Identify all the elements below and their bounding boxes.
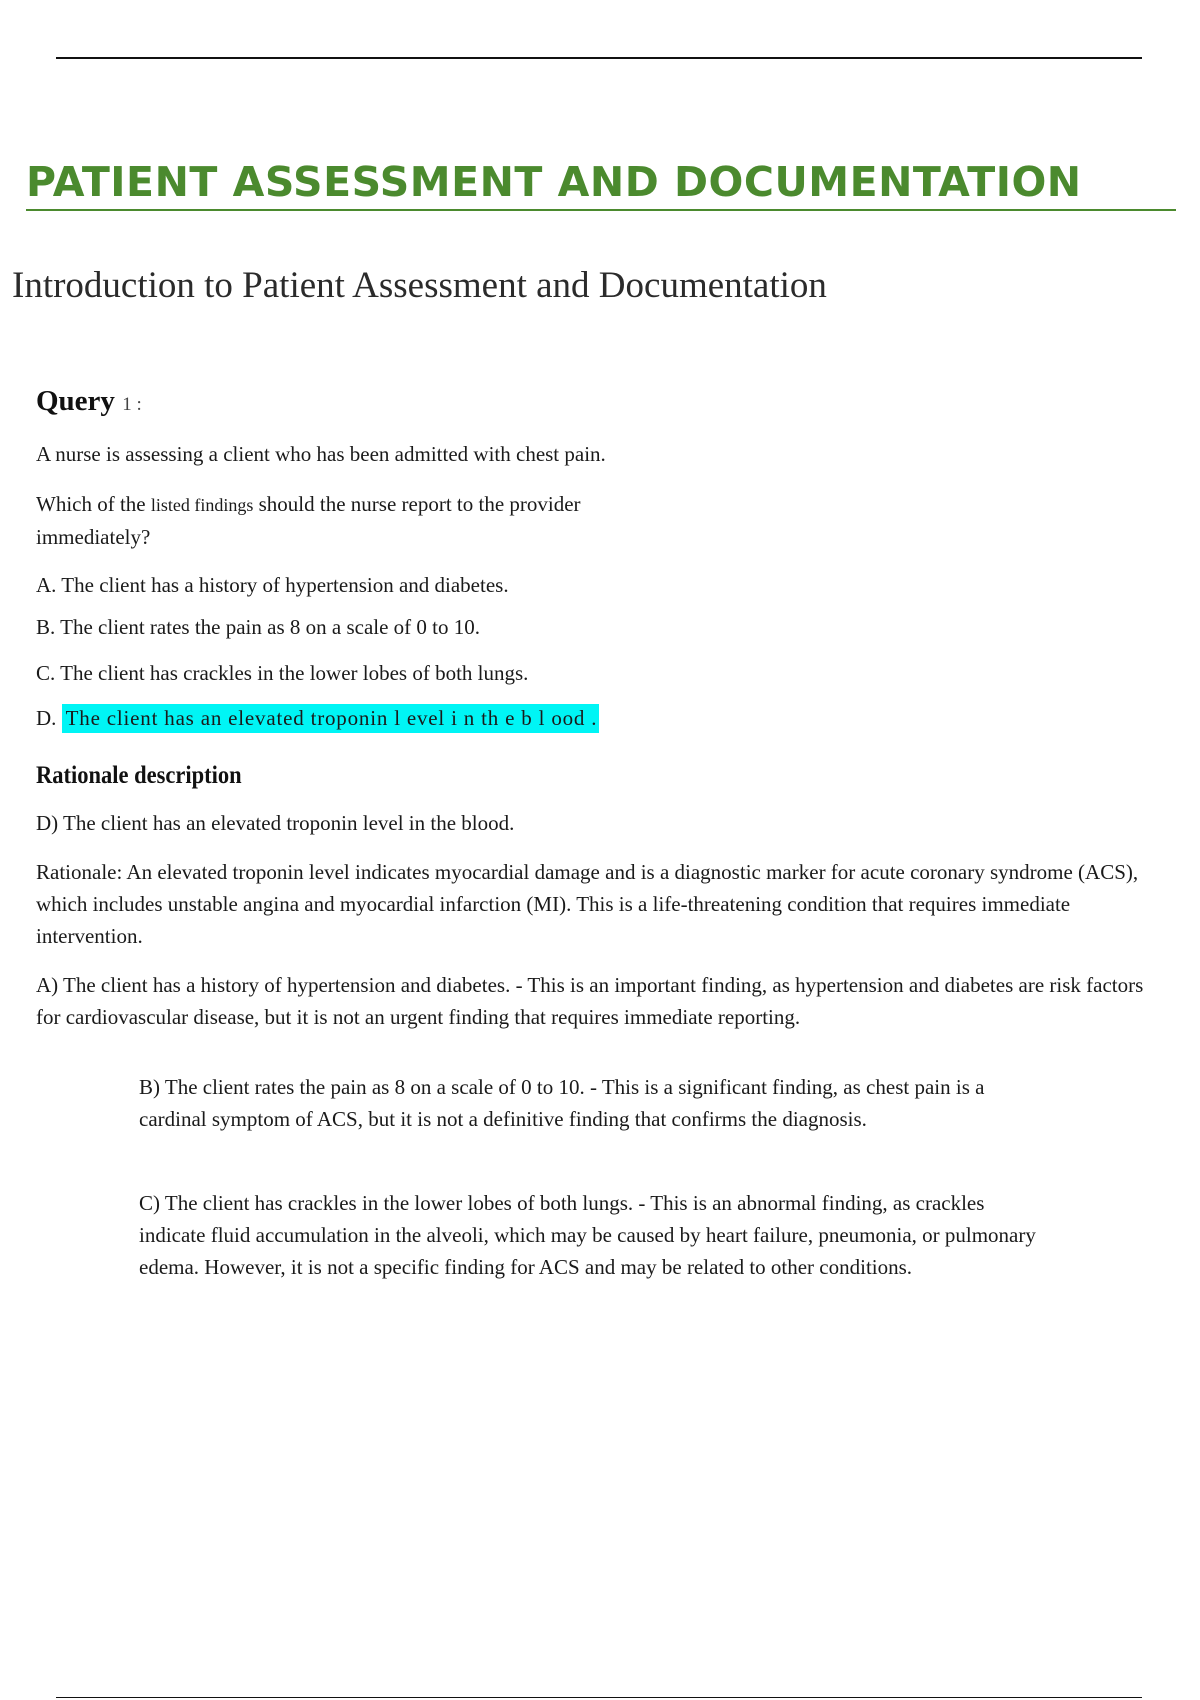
option-a (36, 569, 509, 601)
question-middle: should the nurse report to the provider (253, 492, 581, 516)
document-subtitle: Introduction to Patient Assessment and Documentation (12, 265, 827, 306)
option-b (36, 611, 480, 643)
rationale-option-c: C) The client has crackles in the lower lobes of both lungs. - This is an abnormal finding, as crackles indicate fluid accumulation in the alveoli, which may be caused by heart failure, pneumonia, or pulmonary edema. However, it is not a specific finding for ACS and may be related to other conditions. (139, 1191, 1036, 1279)
rationale-answer: D) The client has an elevated troponin level in the blood. (36, 811, 515, 835)
bottom-rule (56, 1697, 1142, 1698)
option-c-text: The client has crackles in the lower lobes of both lungs. (55, 661, 529, 685)
query-number: 1 : (122, 394, 142, 415)
option-b-prefix: B. (36, 615, 56, 639)
question-emphasis: listed findings (150, 495, 254, 515)
option-a-prefix: A. (36, 573, 57, 597)
query-heading-label: Query (36, 385, 115, 417)
rationale-heading: Rationale description (36, 762, 242, 789)
rationale-option-b: B) The client rates the pain as 8 on a scale of 0 to 10. - This is a significant finding, as chest pain is a cardinal symptom of ACS, but it is not a definitive finding that confirms the diagnosis. (139, 1075, 985, 1131)
rationale-option-a: A) The client has a history of hypertension and diabetes. - This is an important finding, as hypertension and diabetes are risk factors for cardiovascular disease, but it is not an urgent finding that requires immediate reporting. (36, 973, 1144, 1029)
option-b-text: The client rates the pain as 8 on a scale of 0 to 10. (60, 615, 480, 639)
page-title: PATIENT ASSESSMENT AND DOCUMENTATION (26, 160, 1176, 211)
query-scenario: A nurse is assessing a client who has been admitted with chest pain. (36, 442, 606, 466)
option-d (36, 702, 599, 734)
option-c (36, 657, 528, 689)
option-a-text: The client has a history of hypertension and diabetes. (61, 573, 509, 597)
top-rule (56, 57, 1142, 59)
question-end: immediately? (36, 525, 151, 549)
option-d-prefix: D. (36, 706, 57, 730)
query-question (36, 488, 816, 553)
query-heading (36, 385, 142, 418)
option-d-highlighted-answer: The client has an elevated troponin l evel i n th e b l ood . (62, 704, 600, 733)
option-c-prefix: C. (36, 661, 56, 685)
rationale-explanation: Rationale: An elevated troponin level indicates myocardial damage and is a diagnostic marker for acute coronary syndrome (ACS), which includes unstable angina and myocardial infarction (MI). This is a life-threatening condition that requires immediate intervention. (36, 860, 1139, 948)
question-start: Which of the (36, 492, 151, 516)
